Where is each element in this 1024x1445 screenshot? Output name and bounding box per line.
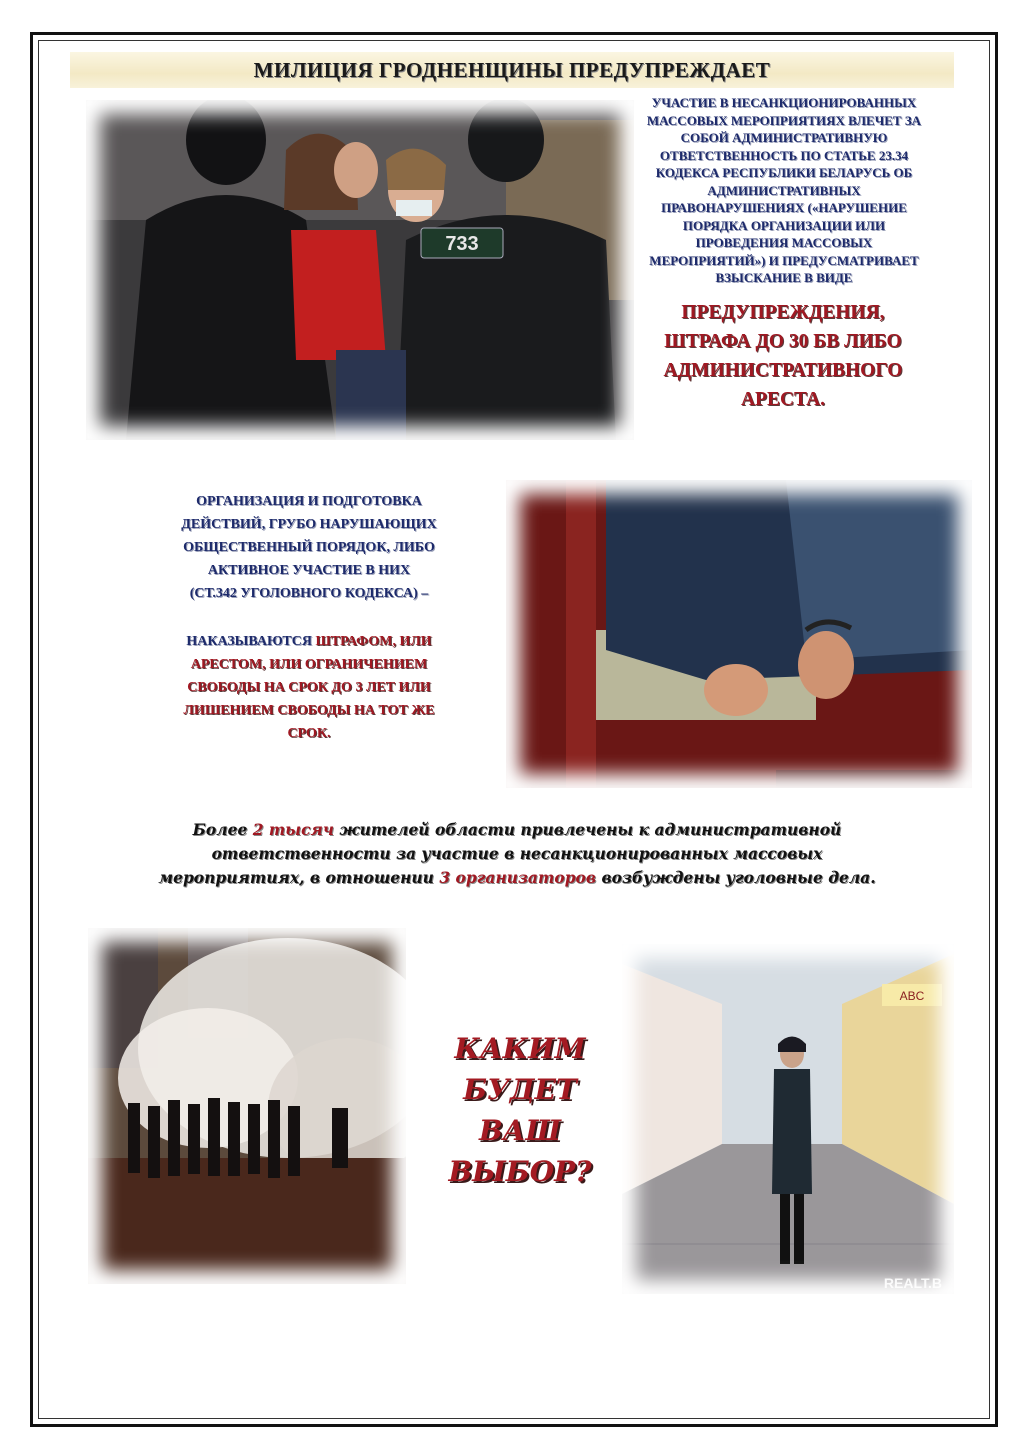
section1-line: ПРОВЕДЕНИЯ МАССОВЫХ xyxy=(695,235,873,250)
question-line: ВАШ xyxy=(479,1114,561,1147)
stat-number: 2 тысяч xyxy=(252,820,334,839)
photo-street xyxy=(622,944,954,1294)
section1-line: ОТВЕТСТВЕННОСТЬ ПО СТАТЬЕ 23.34 xyxy=(659,147,909,163)
penalty-line: ШТРАФА ДО 30 БВ ЛИБО xyxy=(664,331,902,352)
stat-line-1 xyxy=(62,818,972,842)
question-line: ВЫБОР? xyxy=(448,1155,592,1188)
photo-detention xyxy=(86,100,634,440)
punishment-first-line xyxy=(118,630,500,653)
stat-text: мероприятиях, в отношении xyxy=(158,868,440,887)
punishment-line: СВОБОДЫ НА СРОК ДО 3 ЛЕТ ИЛИ xyxy=(187,680,431,695)
page-title: МИЛИЦИЯ ГРОДНЕНЩИНЫ ПРЕДУПРЕЖДАЕТ xyxy=(253,57,771,82)
punishment-highlight: ШТРАФОМ, ИЛИ xyxy=(315,634,432,649)
stat-number: 3 организаторов xyxy=(439,868,597,887)
photo-handcuffs xyxy=(506,480,972,788)
detention-illustration xyxy=(86,100,634,440)
section1-line: АДМИНИСТРАТИВНЫХ xyxy=(707,182,861,198)
riot-illustration xyxy=(88,928,406,1284)
section2-punishment xyxy=(118,630,500,745)
section2-line: (СТ.342 УГОЛОВНОГО КОДЕКСА) – xyxy=(189,586,429,601)
section2-line: ДЕЙСТВИЙ, ГРУБО НАРУШАЮЩИХ xyxy=(181,517,437,532)
penalty-line: ПРЕДУПРЕЖДЕНИЯ, xyxy=(681,302,885,323)
badge-number: 733 xyxy=(445,233,479,255)
section1-line: ВЗЫСКАНИЕ В ВИДЕ xyxy=(715,270,853,285)
punishment-line: СРОК. xyxy=(287,726,331,741)
section1-line: КОДЕКСА РЕСПУБЛИКИ БЕЛАРУСЬ ОБ xyxy=(655,165,913,180)
punishment-line: ЛИШЕНИЕМ СВОБОДЫ НА ТОТ ЖЕ xyxy=(183,703,435,718)
stat-line-3 xyxy=(62,866,972,890)
section1-penalty xyxy=(612,298,954,414)
section1-line: ПОРЯДКА ОРГАНИЗАЦИИ ИЛИ xyxy=(682,217,886,233)
section2-text xyxy=(118,490,500,605)
punishment-prefix: НАКАЗЫВАЮТСЯ xyxy=(186,634,316,649)
question-line: КАКИМ xyxy=(454,1032,586,1065)
section1-line: УЧАСТИЕ В НЕСАНКЦИОНИРОВАННЫХ xyxy=(651,95,917,110)
handcuffs-illustration xyxy=(506,480,972,788)
stat-text: Более xyxy=(192,820,253,839)
question-line: БУДЕТ xyxy=(463,1073,577,1106)
section1-line: СОБОЙ АДМИНИСТРАТИВНУЮ xyxy=(680,130,888,145)
section1-line: МЕРОПРИЯТИЙ») И ПРЕДУСМАТРИВАЕТ xyxy=(649,252,919,268)
stat-line-2: ответственности за участие в несанкционированных массовых xyxy=(211,844,823,863)
section1-text xyxy=(608,94,960,287)
shop-sign: ABC xyxy=(899,989,925,1003)
section2-line: ОБЩЕСТВЕННЫЙ ПОРЯДОК, ЛИБО xyxy=(183,540,435,555)
statistics-text xyxy=(62,818,972,890)
stat-text: жителей области привлечены к административной xyxy=(333,820,842,839)
section2-line: ОРГАНИЗАЦИЯ И ПОДГОТОВКА xyxy=(196,494,422,509)
section2-line: АКТИВНОЕ УЧАСТИЕ В НИХ xyxy=(207,563,411,578)
punishment-line: АРЕСТОМ, ИЛИ ОГРАНИЧЕНИЕМ xyxy=(190,657,428,672)
section1-line: МАССОВЫХ МЕРОПРИЯТИЯХ ВЛЕЧЕТ ЗА xyxy=(646,112,922,128)
photo-watermark: REALT.B xyxy=(883,1275,942,1291)
penalty-line: АРЕСТА. xyxy=(740,389,826,410)
section1-line: ПРАВОНАРУШЕНИЯХ («НАРУШЕНИЕ xyxy=(661,200,907,215)
street-illustration xyxy=(622,944,954,1294)
photo-riot xyxy=(88,928,406,1284)
penalty-line: АДМИНИСТРАТИВНОГО xyxy=(663,360,903,381)
header-banner xyxy=(70,52,954,88)
stat-text: возбуждены уголовные дела. xyxy=(596,868,876,887)
question-text xyxy=(420,1028,620,1192)
